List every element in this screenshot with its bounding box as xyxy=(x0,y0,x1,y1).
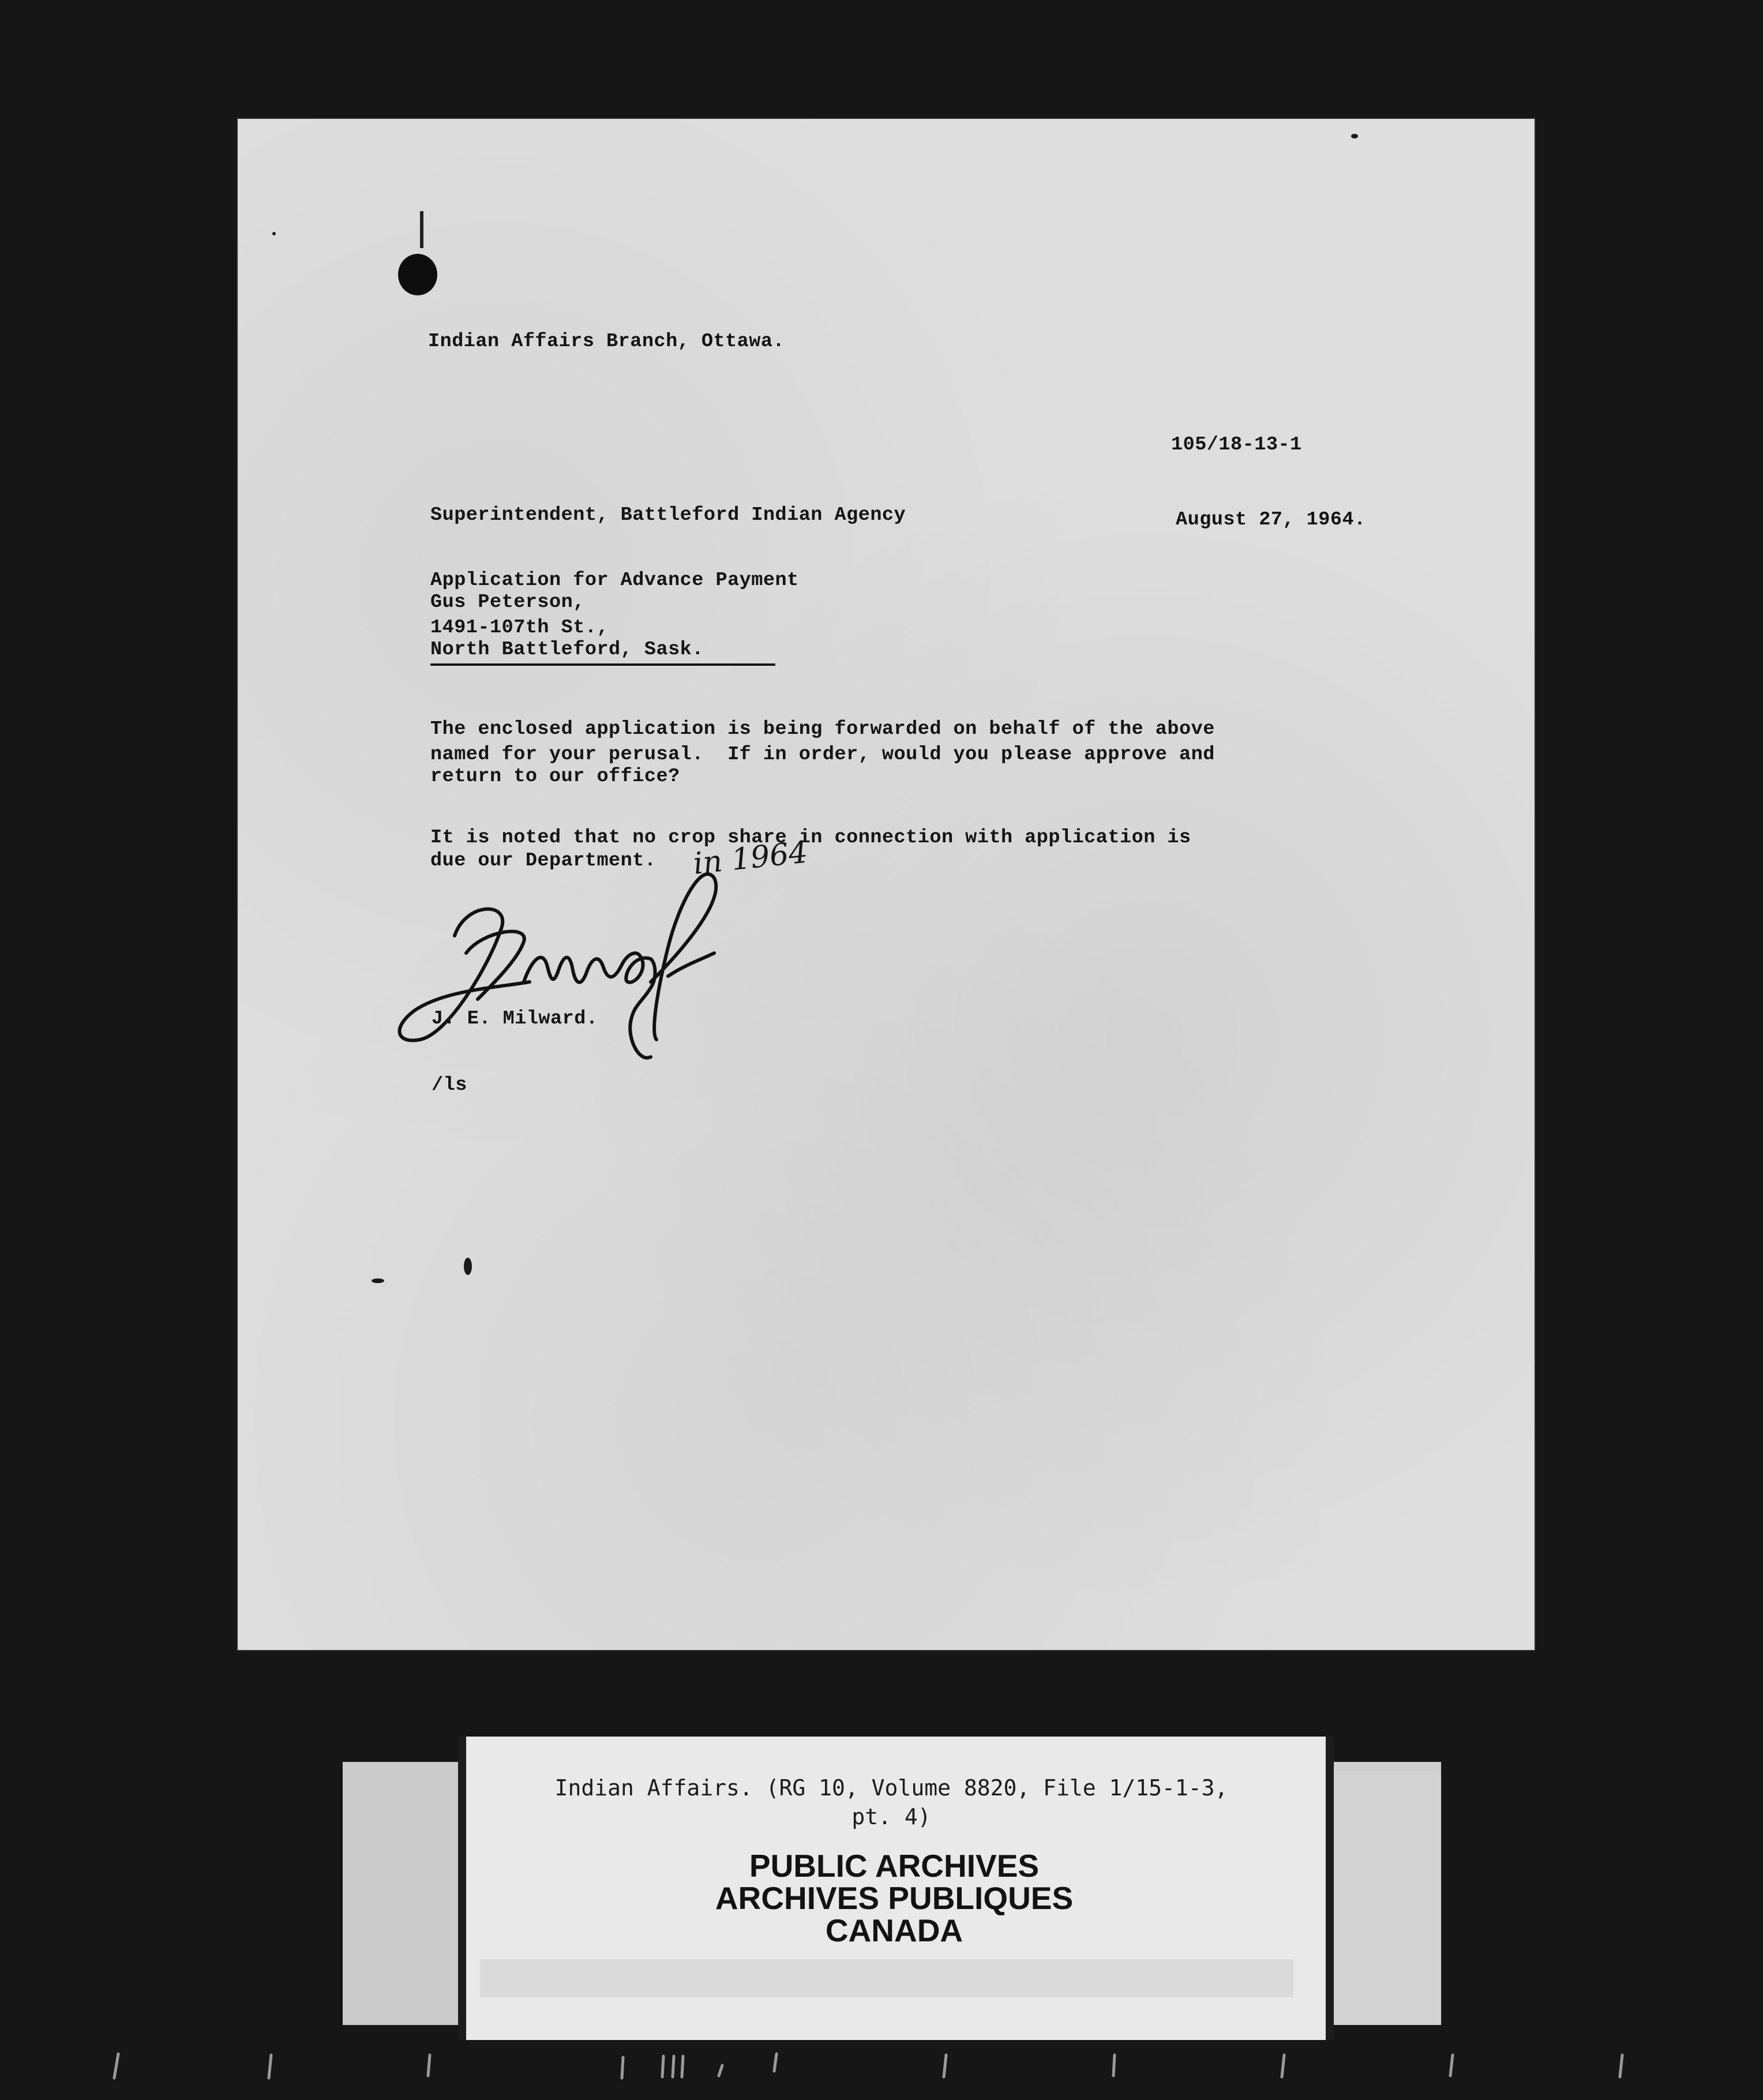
stamp-line-1: PUBLIC ARCHIVES xyxy=(749,1848,1040,1884)
paragraph-1-line-3: return to our office? xyxy=(430,766,680,787)
archive-label-tab-left xyxy=(343,1762,462,2025)
speck-mark xyxy=(272,232,276,235)
archive-citation xyxy=(467,1773,1315,1831)
subject-address-underlined: North Battleford, Sask. xyxy=(430,638,775,666)
paragraph-2-line-2: due our Department. xyxy=(430,850,657,872)
handwritten-note: in 1964 xyxy=(691,835,810,882)
subject-line-1: Application for Advance Payment xyxy=(430,569,799,591)
stamp-line-3: CANADA xyxy=(825,1912,963,1948)
paragraph-2-line-1: It is noted that no crop share in connection with application is xyxy=(430,827,1191,849)
subject-line-3: 1491-107th St., xyxy=(430,617,609,639)
archive-citation-line-1: Indian Affairs. (RG 10, Volume 8820, File 1/15-1-3, xyxy=(554,1775,1228,1801)
file-number: 105/18-13-1 xyxy=(1171,434,1302,456)
paragraph-1-line-1: The enclosed application is being forwarded on behalf of the above xyxy=(430,718,1215,740)
typist-initials: /ls xyxy=(432,1074,467,1096)
film-edge-marks xyxy=(0,2042,1763,2100)
subject-line-2: Gus Peterson, xyxy=(430,591,585,613)
public-archives-stamp xyxy=(462,1850,1327,1947)
speck-mark xyxy=(1351,134,1358,138)
archive-citation-line-2: pt. 4) xyxy=(852,1804,931,1829)
letter-date: August 27, 1964. xyxy=(1176,509,1366,531)
punch-hole-mark xyxy=(395,211,441,309)
paragraph-1-line-2: named for your perusal. If in order, would you please approve and xyxy=(430,744,1215,766)
sender-line: Superintendent, Battleford Indian Agency xyxy=(430,504,906,526)
stamp-line-2: ARCHIVES PUBLIQUES xyxy=(715,1880,1074,1916)
speck-mark xyxy=(464,1258,472,1275)
subject-line-4 xyxy=(430,638,775,666)
speck-mark xyxy=(372,1278,384,1283)
signatory-name: J. E. Milward. xyxy=(432,1008,598,1030)
archive-label-bottom-strip xyxy=(480,1959,1293,1997)
letter-page xyxy=(238,119,1535,1650)
recipient-line: Indian Affairs Branch, Ottawa. xyxy=(428,331,785,352)
